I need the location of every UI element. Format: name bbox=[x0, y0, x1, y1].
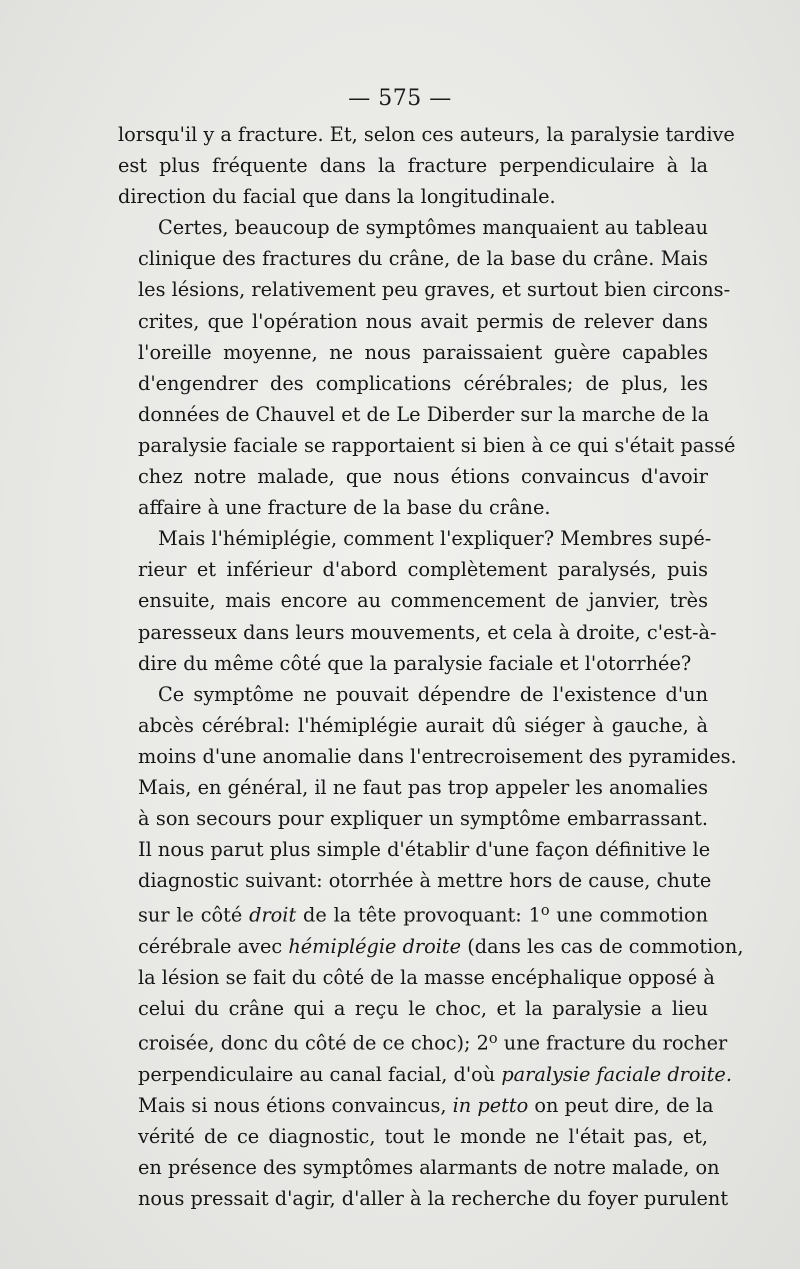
italic-text: in petto bbox=[452, 1093, 529, 1117]
text-line: direction du facial que dans la longitudinale. bbox=[118, 185, 556, 209]
text-line: Mais l'hémiplégie, comment l'expliquer? Membres supé- bbox=[158, 527, 712, 551]
text-line bbox=[118, 1152, 720, 1183]
text-line bbox=[118, 865, 712, 896]
text-run: sur le côté bbox=[138, 903, 250, 927]
paragraph-p4 bbox=[118, 679, 744, 1215]
text-run: diagnostic suivant: otorrhée à mettre hors de cause, chute bbox=[138, 869, 712, 893]
body-text bbox=[118, 119, 744, 1214]
text-run: croisée, donc du côté de ce choc); bbox=[138, 1031, 477, 1055]
text-line bbox=[118, 1183, 729, 1214]
text-line: Certes, beaucoup de symptômes manquaient au tableau bbox=[158, 216, 708, 240]
text-line bbox=[118, 772, 708, 803]
text-run: cérébrale avec bbox=[138, 934, 289, 958]
paragraph-p1 bbox=[118, 119, 735, 212]
text-line bbox=[118, 1090, 714, 1121]
text-line: d'engendrer des complications cérébrales; de plus, les bbox=[138, 371, 708, 395]
text-run: une commotion bbox=[549, 903, 709, 927]
text-line bbox=[118, 1059, 732, 1090]
paragraph-p3 bbox=[118, 523, 717, 678]
text-run: moins d'une anomalie dans l'entrecroisement des pyramides. bbox=[138, 744, 737, 768]
text-line bbox=[118, 896, 708, 931]
text-run: Mais, en général, il ne faut pas trop appeler les anomalies bbox=[138, 775, 708, 799]
text-line bbox=[118, 803, 708, 834]
text-line bbox=[118, 1024, 728, 1059]
ordinal-number: 1 bbox=[528, 903, 541, 927]
text-run: la lésion se fait du côté de la masse encéphalique opposé à bbox=[138, 966, 715, 990]
text-line: chez notre malade, que nous étions convaincus d'avoir bbox=[138, 465, 708, 489]
text-line bbox=[118, 741, 737, 772]
page-number: — 575 — bbox=[348, 86, 452, 111]
text-run: Il nous parut plus simple d'établir d'une façon définitive le bbox=[138, 838, 711, 862]
text-run: vérité de ce diagnostic, tout le monde ne l'était pas, et, bbox=[138, 1125, 708, 1148]
paragraph-p2 bbox=[118, 212, 736, 523]
text-run: une fracture du rocher bbox=[497, 1031, 728, 1055]
text-run: de la tête provoquant: bbox=[296, 903, 529, 927]
text-line: ensuite, mais encore au commencement de janvier, très bbox=[138, 589, 708, 613]
italic-text: droit bbox=[249, 903, 297, 927]
text-line bbox=[118, 993, 708, 1024]
text-run: à son secours pour expliquer un symptôme embarrassant. bbox=[138, 807, 708, 831]
text-line bbox=[118, 834, 711, 865]
text-run: perpendiculaire au canal facial, d'où bbox=[138, 1062, 502, 1086]
italic-text: hémiplégie droite bbox=[288, 934, 462, 958]
text-run: celui du crâne qui a reçu le choc, et la paralysie a lieu bbox=[138, 997, 708, 1021]
italic-text: paralysie faciale droite. bbox=[501, 1062, 732, 1086]
text-line bbox=[118, 1121, 708, 1152]
text-line: paralysie faciale se rapportaient si bien à ce qui s'était passé bbox=[138, 433, 736, 457]
text-line: les lésions, relativement peu graves, et surtout bien circons- bbox=[138, 278, 731, 302]
text-line: dire du même côté que la paralysie faciale et l'otorrhée? bbox=[138, 651, 692, 675]
ordinal-superscript: o bbox=[540, 903, 550, 920]
text-line bbox=[118, 679, 708, 710]
text-line: l'oreille moyenne, ne nous paraissaient guère capables bbox=[138, 340, 708, 364]
text-run: nous pressait d'agir, d'aller à la recherche du foyer purulent bbox=[138, 1187, 729, 1211]
ordinal-superscript: o bbox=[488, 1031, 498, 1048]
text-run: abcès cérébral: l'hémiplégie aurait dû siéger à gauche, à bbox=[138, 713, 708, 737]
text-run: en présence des symptômes alarmants de notre malade, on bbox=[138, 1156, 720, 1180]
text-line bbox=[118, 931, 744, 962]
ordinal-number: 2 bbox=[476, 1031, 489, 1055]
text-line: rieur et inférieur d'abord complètement paralysés, puis bbox=[138, 558, 708, 582]
text-line: données de Chauvel et de Le Diberder sur la marche de la bbox=[138, 402, 710, 426]
text-run: (dans les cas de commotion, bbox=[461, 934, 744, 958]
text-line: crites, que l'opération nous avait permis de relever dans bbox=[138, 309, 708, 333]
text-line bbox=[118, 710, 708, 741]
text-run: Ce symptôme ne pouvait dépendre de l'existence d'un bbox=[158, 682, 708, 706]
text-line bbox=[118, 962, 715, 993]
text-line: paresseux dans leurs mouvements, et cela à droite, c'est-à- bbox=[138, 620, 717, 644]
text-line: affaire à une fracture de la base du crâne. bbox=[138, 496, 551, 520]
text-line: clinique des fractures du crâne, de la base du crâne. Mais bbox=[138, 247, 708, 271]
text-line: lorsqu'il y a fracture. Et, selon ces auteurs, la paralysie tardive bbox=[118, 123, 735, 146]
text-run: Mais si nous étions convaincus, bbox=[138, 1093, 453, 1117]
text-run: on peut dire, de la bbox=[528, 1093, 714, 1117]
text-line: est plus fréquente dans la fracture perpendiculaire à la bbox=[118, 154, 708, 178]
